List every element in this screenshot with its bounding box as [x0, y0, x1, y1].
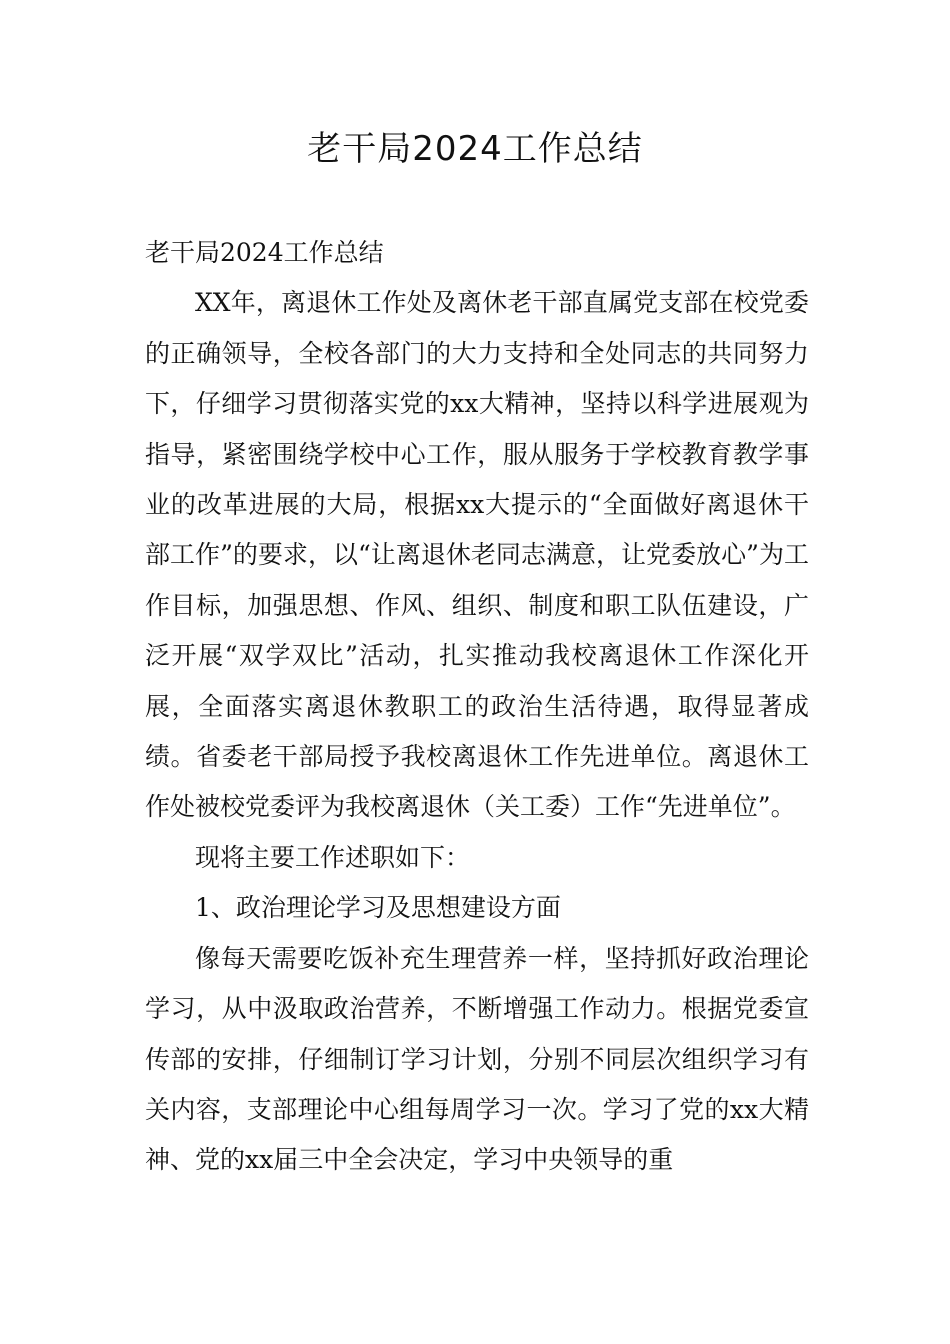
- intro-paragraph: XX年，离退休工作处及离休老干部直属党支部在校党委的正确领导，全校各部门的大力支持和全处同志的共同努力下，仔细学习贯彻落实党的xx大精神，坚持以科学进展观为指导，紧密围绕学校中心工作，服从服务于学校教育教学事业的改革进展的大局，根据xx大提示的“全面做好离退休干部工作”的要求，以“让离退休老同志满意，让党委放心”为工作目标，加强思想、作风、组织、制度和职工队伍建设，广泛开展“双学双比”活动，扎实推动我校离退休工作深化开展，全面落实离退休教职工的政治生活待遇，取得显著成绩。省委老干部局授予我校离退休工作先进单位。离退休工作处被校党委评为我校离退休（关工委）工作“先进单位”。: [145, 288, 809, 822]
- summary-lead-paragraph: 现将主要工作述职如下：: [195, 842, 471, 872]
- document-title: 老干局2024工作总结: [307, 129, 643, 169]
- document-body: [145, 228, 809, 1186]
- subtitle-paragraph: 老干局2024工作总结: [145, 238, 384, 267]
- section-heading: 1、政治理论学习及思想建设方面: [195, 893, 561, 923]
- section-body-paragraph: 像每天需要吃饭补充生理营养一样，坚持抓好政治理论学习，从中汲取政治营养，不断增强工作动力。根据党委宣传部的安排，仔细制订学习计划，分别不同层次组织学习有关内容，支部理论中心组每周学习一次。学习了党的xx大精神、党的xx届三中全会决定，学习中央领导的重: [145, 943, 809, 1175]
